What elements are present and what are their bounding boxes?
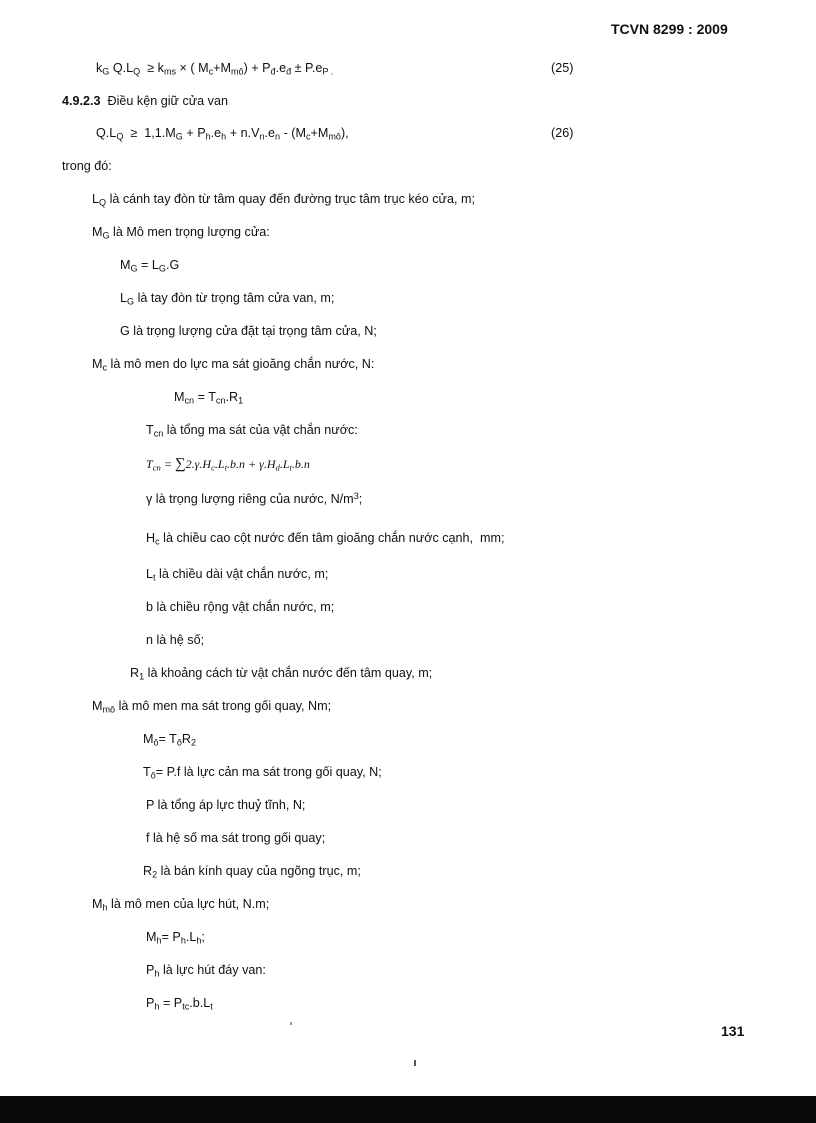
def-r2: $R_2$ là bán kính quay của ngõng trục, m; — [143, 864, 361, 880]
section-number: 4.9.2.3 — [62, 94, 101, 108]
def-mg: $M_G$ là Mô men trọng lượng cửa: — [92, 225, 270, 241]
def-mc: $M_c$ là mô men do lực ma sát gioăng chắn nước, N: — [92, 357, 375, 373]
formula-mh: $M_h= P_h.L_h$; — [146, 930, 205, 946]
def-hc: $H_c$ là chiều cao cột nước đến tâm gioăng chắn nước cạnh, mm; — [146, 531, 505, 547]
def-lg: $L_G$ là tay đòn từ trọng tâm cửa van, m; — [120, 291, 335, 307]
formula-mo: $M_ô= T_ôR_2$ — [143, 732, 197, 748]
def-n: n là hệ số; — [146, 633, 205, 647]
formula-mg: $M_G = L_G.G$ — [120, 258, 180, 274]
formula-ph: $P_h = P_{tc}.b.L_t$ — [146, 996, 213, 1012]
def-g: G là trọng lượng cửa đặt tại trọng tâm cửa, N; — [120, 324, 377, 338]
def-tcn: $T_{cn}$ là tổng ma sát của vật chắn nước: — [146, 423, 358, 439]
def-to: $T_ô= P.f$ là lực cản ma sát trong gối quay, N; — [143, 765, 382, 781]
def-f: f là hệ số ma sát trong gối quay; — [146, 831, 326, 845]
standard-code: TCVN 8299 : 2009 — [611, 21, 728, 37]
def-p: P là tổng áp lực thuỷ tĩnh, N; — [146, 798, 306, 812]
def-gamma: γ là trọng lượng riêng của nước, $N/m^3$; — [146, 490, 363, 506]
formula-tcn: $T_{cn} = \sum 2.\gamma.H_c.L_t.b.n + \gamma.H_d.L_t.b.n$ — [146, 456, 310, 473]
equation-25: $k_G$ $Q.L_Q \ge k_{ms}$ × ( $M_c+M_{mô}) + P_đ.e_đ \pm P.e_{P .}$ — [96, 61, 334, 77]
scan-border-bottom — [0, 1096, 816, 1123]
def-mmo: $M_{mô}$ là mô men ma sát trong gối quay, Nm; — [92, 699, 332, 715]
section-heading — [62, 93, 228, 109]
def-mh: $M_h$ là mô men của lực hút, N.m; — [92, 897, 270, 913]
scan-speck — [414, 1060, 416, 1066]
def-ph: $P_h$ là lực hút đáy van: — [146, 963, 266, 979]
def-lt: $L_t$ là chiều dài vật chắn nước, m; — [146, 567, 329, 583]
def-lq: $L_Q$ là cánh tay đòn từ tâm quay đến đường trục tâm trục kéo cửa, m; — [92, 192, 475, 208]
formula-mcn: $M_{cn} = T_{cn}.R_1$ — [174, 390, 244, 406]
equation-26: $Q.L_Q \ge 1,1.M_G + P_h.e_h + n.V_n.e_n - (M_c+M_{mô})$, — [96, 126, 349, 142]
page-number: 131 — [721, 1023, 745, 1039]
def-r1: $R_1$ là khoảng cách từ vật chắn nước đến tâm quay, m; — [130, 666, 433, 682]
where-label: trong đó: — [62, 159, 112, 173]
equation-25-number: (25) — [551, 61, 574, 75]
equation-26-number: (26) — [551, 126, 574, 140]
scan-speck — [290, 1022, 292, 1025]
section-title: Điều kện giữ cửa van — [107, 94, 228, 108]
def-b: b là chiều rộng vật chắn nước, m; — [146, 600, 335, 614]
